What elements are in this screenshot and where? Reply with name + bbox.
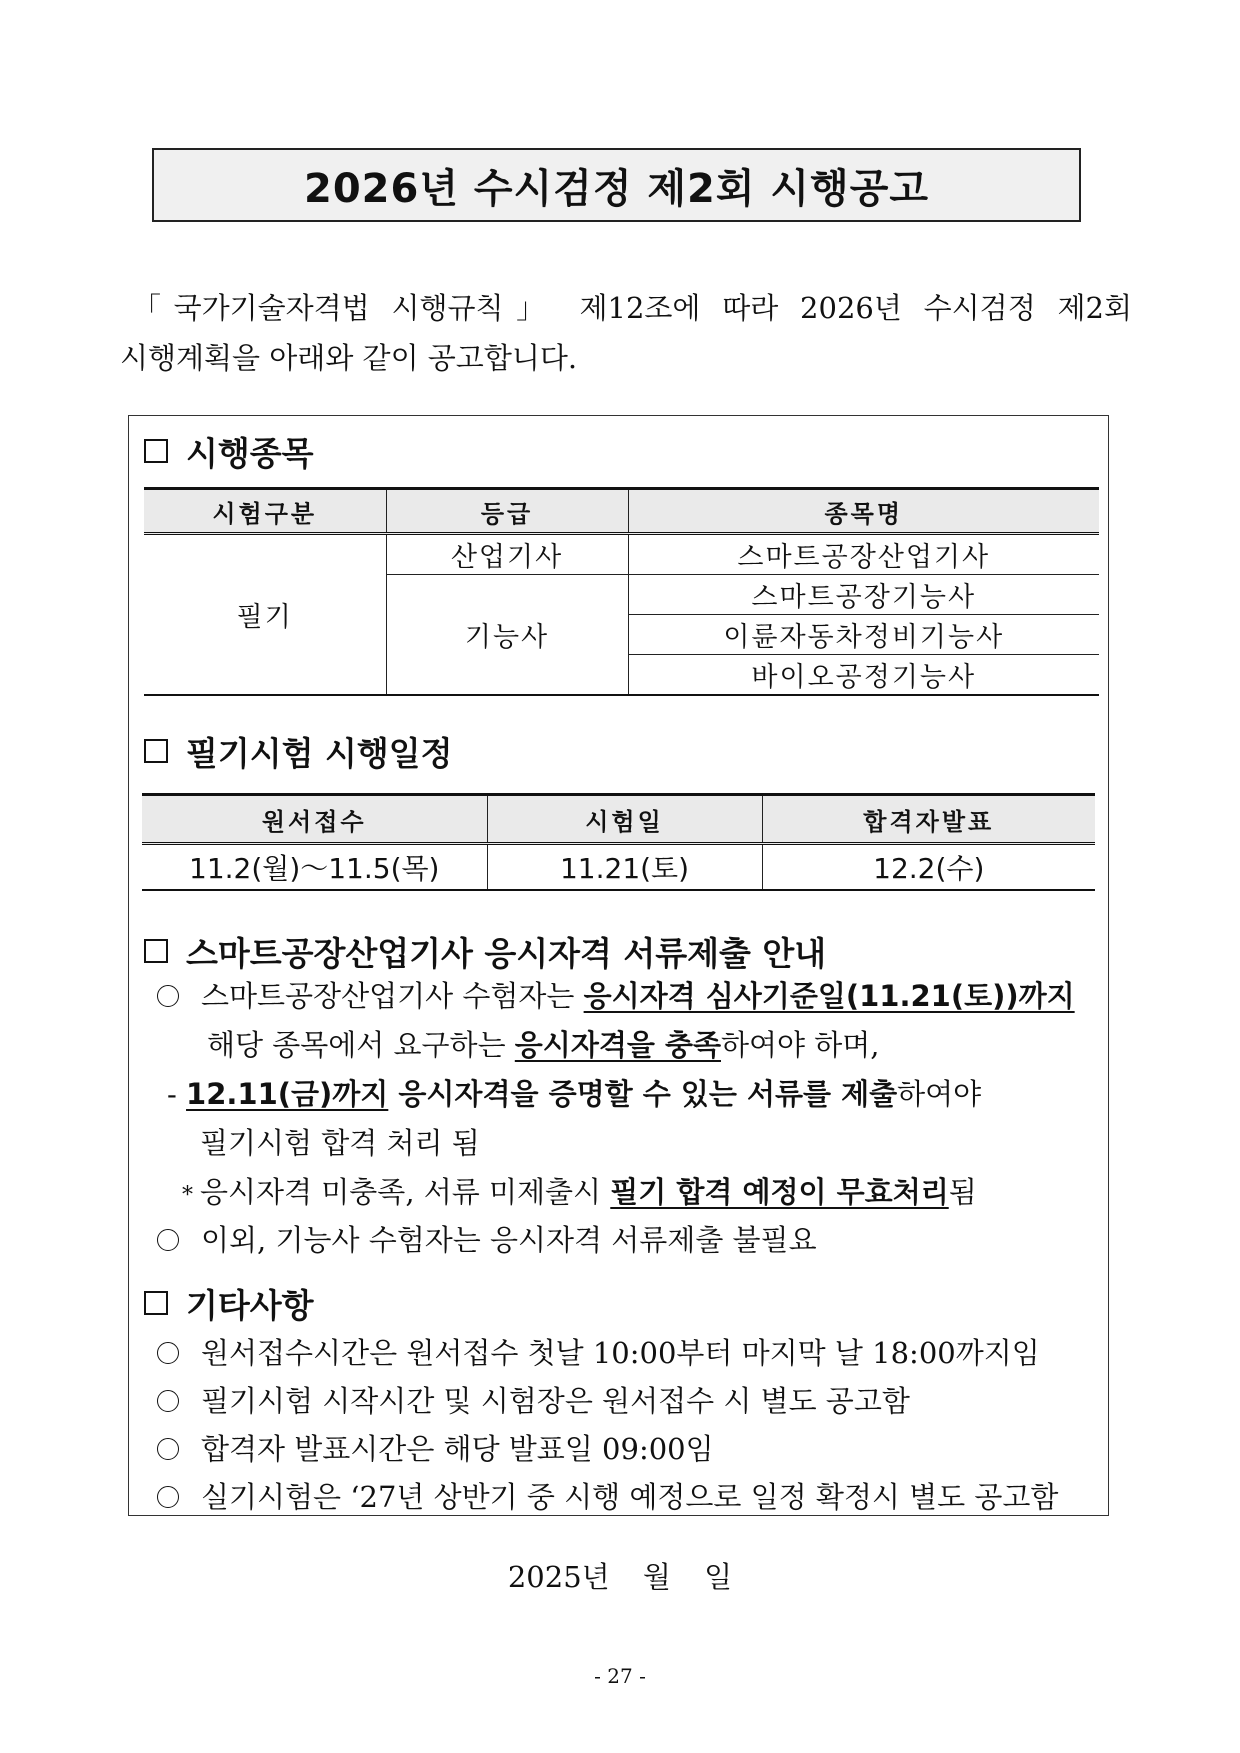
table-cell-grade: 기능사	[386, 575, 628, 696]
page-number: - 27 -	[594, 1664, 646, 1688]
circle-bullet-icon	[157, 1390, 179, 1412]
qualification-line-3: - 12.11(금)까지 응시자격을 증명할 수 있는 서류를 제출하여야	[167, 1077, 982, 1111]
square-bullet-icon	[144, 939, 168, 963]
square-bullet-icon	[144, 1291, 168, 1315]
items-table	[144, 487, 1099, 696]
table-header: 종목명	[628, 489, 1099, 534]
table-cell-item: 스마트공장기능사	[628, 575, 1099, 615]
qualification-line-1: 스마트공장산업기사 수험자는 응시자격 심사기준일(11.21(토))까지	[157, 978, 1075, 1014]
table-cell-item: 스마트공장산업기사	[628, 534, 1099, 575]
table-header: 시험구분	[144, 489, 386, 534]
circle-bullet-icon	[157, 1342, 179, 1364]
qualification-line-6: 이외, 기능사 수험자는 응시자격 서류제출 불필요	[157, 1222, 817, 1258]
table-cell-grade: 산업기사	[386, 534, 628, 575]
table-cell-category: 필기	[144, 534, 386, 696]
etc-item: 실기시험은 ‘27년 상반기 중 시행 예정으로 일정 확정시 별도 공고함	[157, 1479, 1058, 1515]
circle-bullet-icon	[157, 1486, 179, 1508]
circle-bullet-icon	[157, 985, 179, 1007]
qualification-line-2: 해당 종목에서 요구하는 응시자격을 충족하여야 하며,	[207, 1028, 880, 1062]
etc-item: 원서접수시간은 원서접수 첫날 10:00부터 마지막 날 18:00까지임	[157, 1335, 1040, 1371]
table-cell-item: 이륜자동차정비기능사	[628, 615, 1099, 655]
qualification-line-5: * 응시자격 미충족, 서류 미제출시 필기 합격 예정이 무효처리됨	[182, 1175, 977, 1209]
table-cell-application-period: 11.2(월)～11.5(목)	[142, 844, 487, 891]
circle-bullet-icon	[157, 1229, 179, 1251]
etc-item: 합격자 발표시간은 해당 발표일 09:00임	[157, 1431, 714, 1467]
page-title: 2026년 수시검정 제2회 시행공고	[304, 165, 929, 212]
section-heading-qualification: 스마트공장산업기사 응시자격 서류제출 안내	[144, 928, 826, 975]
intro-line-1: 「국가기술자격법 시행규칙」 제12조에 따라 2026년 수시검정 제2회	[132, 291, 1132, 325]
title-box	[152, 148, 1081, 222]
section-heading-etc: 기타사항	[144, 1280, 314, 1327]
section-heading-schedule: 필기시험 시행일정	[144, 728, 453, 775]
table-cell-item: 바이오공정기능사	[628, 655, 1099, 696]
etc-item: 필기시험 시작시간 및 시험장은 원서접수 시 별도 공고함	[157, 1383, 910, 1419]
table-cell-result-date: 12.2(수)	[762, 844, 1095, 891]
square-bullet-icon	[144, 439, 168, 463]
table-header: 시험일	[487, 795, 762, 844]
announcement-date: 2025년 월 일	[507, 1560, 733, 1594]
circle-bullet-icon	[157, 1438, 179, 1460]
schedule-table	[142, 793, 1095, 891]
table-header: 등급	[386, 489, 628, 534]
intro-line-2: 시행계획을 아래와 같이 공고합니다.	[120, 341, 578, 375]
qualification-line-4: 필기시험 합격 처리 됨	[200, 1126, 480, 1160]
table-header: 합격자발표	[762, 795, 1095, 844]
table-cell-exam-date: 11.21(토)	[487, 844, 762, 891]
section-heading-items: 시행종목	[144, 428, 314, 475]
table-header: 원서접수	[142, 795, 487, 844]
square-bullet-icon	[144, 739, 168, 763]
